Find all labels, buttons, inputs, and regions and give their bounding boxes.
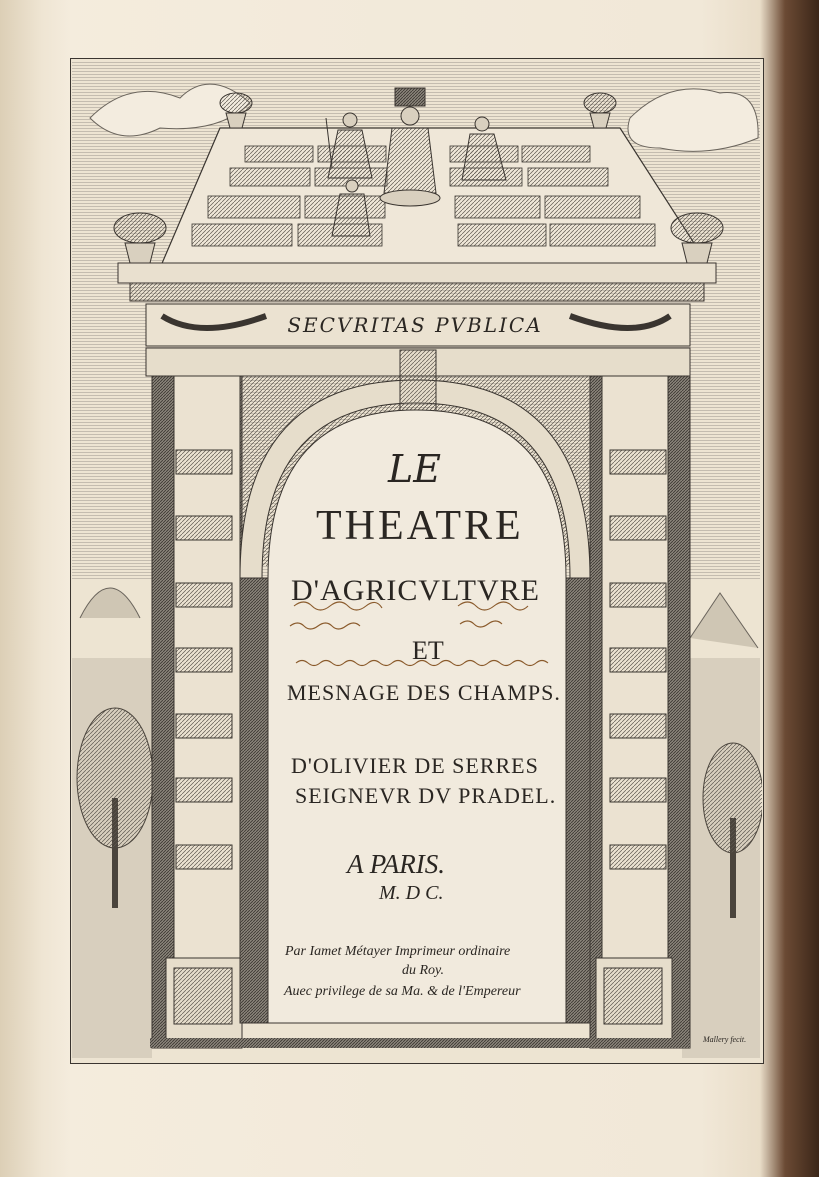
- arch-engraving: [70, 58, 762, 1062]
- right-pier: [602, 376, 668, 1048]
- facing-page-edge: [0, 0, 70, 1177]
- engraver-signature: Mallery fecit.: [703, 1035, 747, 1044]
- imprint-place: A PARIS.: [347, 849, 445, 879]
- title-mesnage: MESNAGE DES CHAMPS.: [287, 680, 561, 705]
- sun-hill: [80, 588, 140, 618]
- title-article: LE: [388, 447, 441, 491]
- title-conjunction: ET: [412, 636, 444, 665]
- left-pier: [174, 376, 240, 1048]
- author-title: SEIGNEVR DV PRADEL.: [295, 783, 557, 808]
- cornice: [118, 263, 716, 283]
- plinth-vignette-house: [174, 968, 232, 1024]
- ground-line: [150, 1038, 690, 1048]
- printer-line-2: du Roy.: [402, 963, 444, 978]
- frieze-motto: SECVRITAS PVBLICA: [287, 313, 543, 337]
- plinth-vignette-landscape: [604, 968, 662, 1024]
- title-agriculture: D'AGRICVLTVRE: [291, 574, 540, 607]
- printer-line: Par Iamet Métayer Imprimeur ordinaire: [285, 944, 511, 959]
- author-name: D'OLIVIER DE SERRES: [291, 753, 539, 778]
- mountain-right: [690, 593, 758, 648]
- privilege-line: Auec privilege de sa Ma. & de l'Empereur: [284, 984, 521, 999]
- doorway-jamb-left: [240, 578, 268, 1023]
- doorway-jamb-right: [566, 578, 590, 1023]
- keystone: [400, 350, 436, 414]
- landscape-right: [682, 658, 760, 1058]
- title-main: THEATRE: [316, 503, 524, 549]
- imprint-year: M. D C.: [379, 882, 444, 904]
- cornice-shadow: [130, 283, 704, 301]
